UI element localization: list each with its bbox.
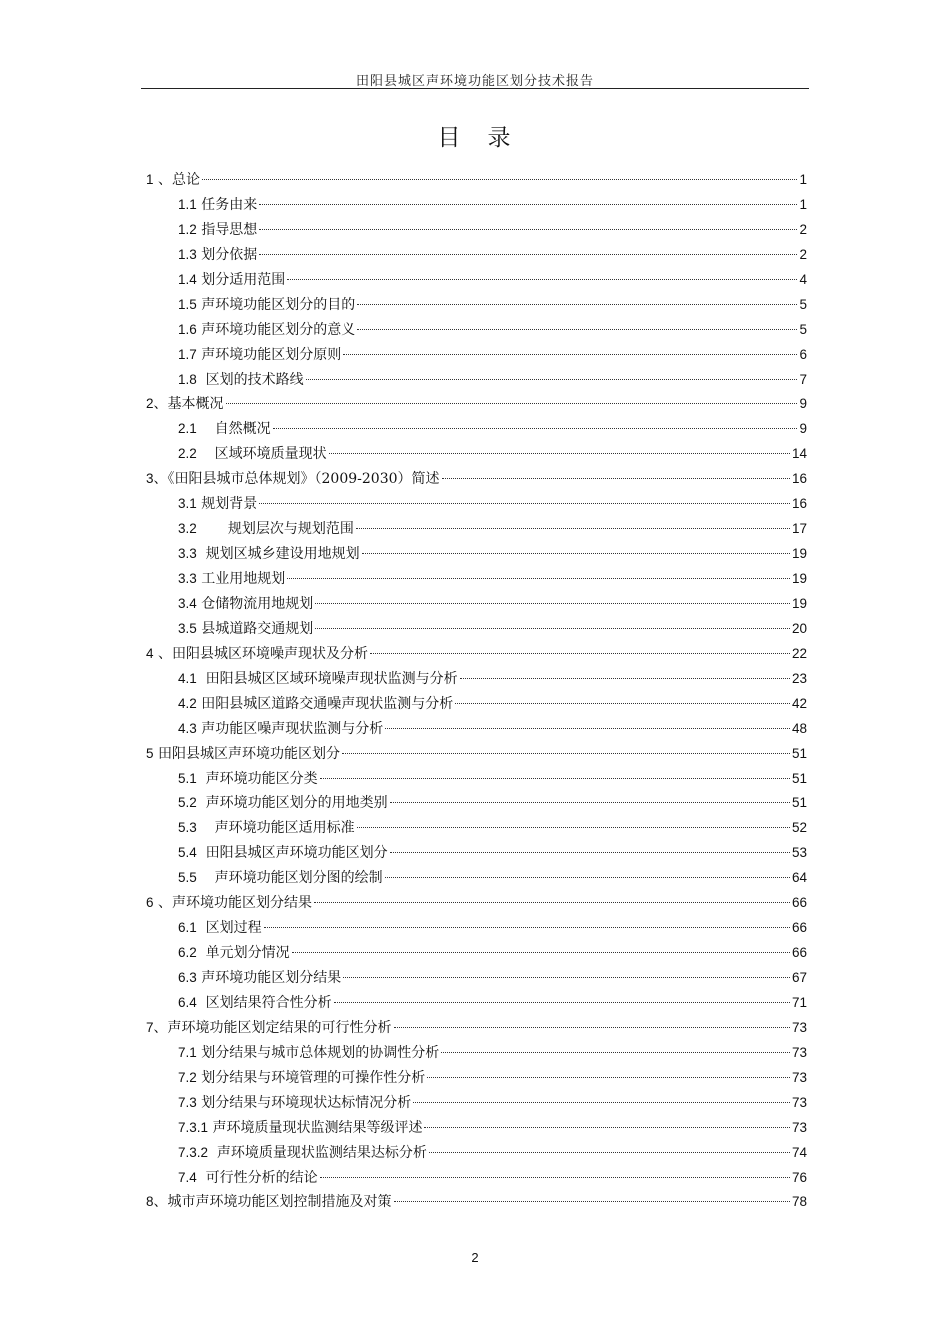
- toc-entry-number: 7.3.2: [178, 1144, 209, 1160]
- toc-entry[interactable]: [146, 617, 807, 642]
- toc-entry-page: 19: [791, 571, 807, 586]
- dot-leader: [394, 1027, 790, 1028]
- dot-leader: [329, 453, 790, 454]
- toc-entry-page: 66: [791, 895, 807, 911]
- toc-entry-number: 8: [146, 1194, 154, 1210]
- toc-entry-title: 仓储物流用地规划: [196, 595, 314, 612]
- toc-entry[interactable]: [146, 318, 807, 343]
- toc-entry-number: 7.3.1: [178, 1119, 209, 1135]
- dot-leader: [315, 628, 790, 629]
- toc-entry[interactable]: [146, 1016, 807, 1041]
- toc-entry[interactable]: [146, 1116, 807, 1141]
- toc-entry-number: 5.2: [178, 795, 197, 811]
- toc-entry[interactable]: [146, 193, 807, 218]
- dot-leader: [413, 1102, 790, 1103]
- toc-entry-title: 声环境功能区划分结果: [196, 970, 342, 986]
- toc-entry-number: 1.4: [178, 271, 197, 287]
- toc-entry-page: 51: [791, 795, 807, 811]
- toc-entry-title: 工业用地规划: [196, 571, 286, 587]
- toc-entry-number: 7.2: [178, 1069, 197, 1085]
- toc-entry-page: 73: [791, 1044, 807, 1060]
- dot-leader: [460, 678, 790, 679]
- dot-leader: [455, 703, 790, 704]
- toc-entry-page: 16: [791, 496, 807, 512]
- toc-entry[interactable]: [146, 742, 807, 767]
- toc-entry[interactable]: [146, 1091, 807, 1116]
- toc-entry-number: 5.4: [178, 845, 197, 861]
- toc-entry-number: 3.2: [178, 521, 197, 537]
- toc-entry-title: 划分结果与环境现状达标情况分析: [196, 1094, 412, 1111]
- dot-leader: [287, 279, 797, 280]
- toc-entry-page: 52: [791, 820, 807, 836]
- toc-entry-number: 1.7: [178, 346, 197, 362]
- dot-leader: [362, 553, 790, 554]
- toc-entry-number: 3.3: [178, 571, 197, 586]
- dot-leader: [202, 179, 798, 180]
- toc-entry[interactable]: [146, 467, 807, 492]
- toc-entry-number: 2.2: [178, 446, 197, 462]
- toc-entry[interactable]: [146, 991, 807, 1016]
- dot-leader: [320, 1177, 790, 1178]
- toc-entry-number: 1.3: [178, 246, 197, 262]
- toc-entry-number: 6: [146, 895, 154, 911]
- toc-entry[interactable]: [146, 168, 807, 193]
- dot-leader: [334, 1002, 790, 1003]
- toc-entry[interactable]: [146, 442, 807, 467]
- toc-entry-title: 声环境功能区划分的意义: [196, 321, 356, 338]
- toc-entry[interactable]: [146, 717, 807, 742]
- toc-entry-page: 20: [791, 620, 807, 636]
- dot-leader: [357, 827, 790, 828]
- toc-entry-page: 19: [791, 546, 807, 562]
- toc-entry-page: 6: [799, 346, 807, 362]
- toc-entry-title: 田阳县城区声环境功能区划分: [196, 845, 388, 862]
- toc-entry-page: 42: [791, 695, 807, 711]
- toc-entry[interactable]: [146, 642, 807, 667]
- toc-entry-number: 3.5: [178, 620, 197, 636]
- toc-entry-title: 声环境功能区划分原则: [196, 346, 342, 363]
- dot-leader: [343, 977, 790, 978]
- toc-entry-number: 3.3: [178, 546, 197, 562]
- dot-leader: [441, 1052, 790, 1053]
- toc-entry-page: 51: [791, 745, 807, 761]
- dot-leader: [226, 403, 798, 404]
- toc-entry-page: 16: [791, 471, 807, 487]
- toc-entry-title: 可行性分析的结论: [196, 1169, 318, 1186]
- toc-entry-page: 74: [791, 1144, 807, 1160]
- toc-entry-title: 、声环境功能区划定结果的可行性分析: [153, 1019, 392, 1036]
- dot-leader: [356, 528, 790, 529]
- page-number: 2: [471, 1250, 479, 1265]
- toc-entry-number: 1: [146, 172, 154, 187]
- dot-leader: [370, 653, 790, 654]
- toc-entry-number: 6.2: [178, 945, 197, 961]
- toc-entry[interactable]: [146, 492, 807, 517]
- toc-entry-title: 声环境功能区适用标准: [196, 820, 355, 837]
- toc-entry-page: 22: [791, 645, 807, 661]
- toc-entry-title: 规划区城乡建设用地规划: [196, 546, 360, 563]
- toc-entry-title: 区划结果符合性分析: [196, 994, 332, 1011]
- toc-entry-title: 区划过程: [196, 920, 262, 937]
- toc-entry-title: 田阳县城区区域环境噪声现状监测与分析: [196, 670, 458, 687]
- toc-entry-title: 声环境质量现状监测结果等级评述: [208, 1119, 423, 1136]
- toc-entry[interactable]: [146, 542, 807, 567]
- toc-entry[interactable]: [146, 268, 807, 293]
- dot-leader: [273, 428, 798, 429]
- toc-entry-number: 7.3: [178, 1094, 197, 1110]
- dot-leader: [442, 478, 790, 479]
- toc-entry-page: 2: [799, 221, 807, 237]
- toc-entry-page: 51: [791, 770, 807, 786]
- dot-leader: [259, 229, 797, 230]
- toc-entry-page: 23: [791, 670, 807, 686]
- dot-leader: [357, 329, 797, 330]
- dot-leader: [390, 802, 790, 803]
- toc-entry-number: 6.4: [178, 994, 197, 1010]
- toc-entry[interactable]: [146, 567, 807, 592]
- dot-leader: [292, 952, 790, 953]
- toc-entry-number: 3: [146, 471, 154, 487]
- toc-entry-title: 区域环境质量现状: [196, 446, 327, 463]
- toc-entry-page: 64: [791, 870, 807, 886]
- toc-entry-title: 声环境功能区分类: [196, 770, 318, 787]
- toc-entry-number: 2.1: [178, 421, 197, 437]
- dot-leader: [357, 304, 797, 305]
- toc-entry-page: 14: [791, 446, 807, 462]
- dot-leader: [320, 778, 790, 779]
- toc-entry-title: 划分依据: [196, 246, 258, 263]
- toc-entry[interactable]: [146, 692, 807, 717]
- toc-entry-number: 6.3: [178, 970, 197, 985]
- toc-entry-number: 3.4: [178, 595, 197, 611]
- toc-entry[interactable]: [146, 218, 807, 243]
- toc-entry[interactable]: [146, 667, 807, 692]
- toc-entry[interactable]: [146, 891, 807, 916]
- dot-leader: [385, 728, 790, 729]
- dot-leader: [259, 503, 790, 504]
- toc-entry-number: 5.1: [178, 770, 197, 786]
- toc-entry-title: 单元划分情况: [196, 945, 290, 962]
- toc-entry-title: 规划背景: [196, 496, 258, 513]
- toc-entry[interactable]: [146, 816, 807, 841]
- toc-entry-number: 1.5: [178, 296, 197, 312]
- toc-entry-page: 73: [791, 1019, 807, 1035]
- toc-title: 目 录: [437, 125, 513, 151]
- dot-leader: [429, 1152, 790, 1153]
- dot-leader: [427, 1077, 790, 1078]
- toc-entry[interactable]: [146, 517, 807, 542]
- dot-leader: [315, 603, 790, 604]
- toc-entry[interactable]: [146, 392, 807, 417]
- toc-entry-title: 声环境功能区划分的用地类别: [196, 795, 388, 812]
- toc-entry-number: 7.4: [178, 1169, 197, 1185]
- toc-entry[interactable]: [146, 368, 807, 393]
- toc-entry-number: 5: [146, 745, 154, 761]
- toc-entry[interactable]: [146, 1166, 807, 1191]
- dot-leader: [385, 877, 790, 878]
- dot-leader: [342, 753, 790, 754]
- toc-entry-title: 、田阳县城区环境噪声现状及分析: [153, 645, 368, 662]
- toc-entry-title: 田阳县城区声环境功能区划分: [153, 745, 340, 762]
- dot-leader: [287, 578, 790, 579]
- toc-entry-title: 声功能区噪声现状监测与分析: [196, 720, 384, 737]
- toc-entry-page: 78: [791, 1194, 807, 1210]
- header-divider: [141, 88, 809, 89]
- toc-entry-title: 自然概况: [196, 421, 271, 438]
- toc-entry[interactable]: [146, 866, 807, 891]
- dot-leader: [306, 379, 798, 380]
- toc-entry-title: 、《田阳县城市总体规划》（2009-2030）简述: [153, 471, 440, 488]
- toc-entry[interactable]: [146, 592, 807, 617]
- toc-entry[interactable]: [146, 1190, 807, 1215]
- toc-entry[interactable]: [146, 841, 807, 866]
- toc-entry-page: 73: [791, 1094, 807, 1110]
- toc-entry[interactable]: [146, 1041, 807, 1066]
- toc-entry-number: 4.3: [178, 720, 197, 736]
- dot-leader: [424, 1127, 789, 1128]
- toc-entry-page: 1: [799, 196, 807, 212]
- dot-leader: [394, 1201, 790, 1202]
- running-header: 田阳县城区声环境功能区划分技术报告: [355, 74, 594, 89]
- toc-entry-number: 5.3: [178, 820, 197, 836]
- toc-entry-title: 声环境功能区划分图的绘制: [196, 870, 383, 887]
- toc-entry-number: 3.1: [178, 496, 197, 512]
- toc-entry-title: 划分适用范围: [196, 271, 286, 288]
- toc-entry[interactable]: [146, 243, 807, 268]
- dot-leader: [259, 254, 797, 255]
- toc-entry-page: 2: [799, 246, 807, 262]
- toc-entry[interactable]: [146, 966, 807, 991]
- toc-entry-number: 7.1: [178, 1044, 197, 1060]
- toc-entry-page: 73: [791, 1119, 807, 1135]
- toc-entry[interactable]: [146, 941, 807, 966]
- toc-entry-title: 、基本概况: [153, 396, 224, 413]
- toc-entry-page: 66: [791, 945, 807, 961]
- toc-entry-number: 1.6: [178, 321, 197, 337]
- toc-entry-page: 19: [791, 595, 807, 611]
- toc-entry-page: 67: [791, 970, 807, 985]
- toc-entry-page: 9: [799, 396, 807, 412]
- toc-entry[interactable]: [146, 417, 807, 442]
- toc-entry-number: 1.2: [178, 221, 197, 237]
- table-of-contents: [146, 168, 807, 1215]
- toc-entry-page: 73: [791, 1069, 807, 1085]
- toc-entry-title: 声环境质量现状监测结果达标分析: [208, 1144, 427, 1161]
- toc-entry-page: 1: [799, 172, 807, 187]
- toc-entry-number: 4: [146, 645, 154, 661]
- toc-entry-page: 4: [799, 271, 807, 287]
- toc-entry-number: 4.2: [178, 695, 197, 711]
- toc-entry-title: 规划层次与规划范围: [196, 521, 354, 538]
- toc-entry[interactable]: [146, 916, 807, 941]
- toc-entry-page: 53: [791, 845, 807, 861]
- toc-entry-title: 声环境功能区划分的目的: [196, 296, 356, 313]
- toc-entry[interactable]: [146, 343, 807, 368]
- toc-entry-title: 指导思想: [196, 221, 258, 238]
- dot-leader: [259, 204, 797, 205]
- toc-entry-page: 66: [791, 920, 807, 936]
- toc-entry-title: 任务由来: [196, 196, 258, 213]
- toc-entry-title: 、城市声环境功能区划控制措施及对策: [153, 1194, 392, 1211]
- toc-entry-title: 划分结果与环境管理的可操作性分析: [196, 1069, 426, 1086]
- toc-entry-number: 1.8: [178, 371, 197, 387]
- toc-entry-page: 7: [799, 371, 807, 387]
- dot-leader: [390, 852, 790, 853]
- toc-entry[interactable]: [146, 293, 807, 318]
- toc-entry-number: 7: [146, 1019, 154, 1035]
- toc-entry-number: 2: [146, 396, 154, 412]
- toc-entry[interactable]: [146, 791, 807, 816]
- toc-entry-page: 71: [791, 994, 807, 1010]
- toc-entry-number: 5.5: [178, 870, 197, 886]
- toc-entry-number: 6.1: [178, 920, 197, 936]
- toc-entry-page: 9: [799, 421, 807, 437]
- toc-entry-number: 1.1: [178, 196, 197, 212]
- toc-entry-page: 48: [791, 720, 807, 736]
- toc-entry[interactable]: [146, 1066, 807, 1091]
- toc-entry-page: 5: [799, 321, 807, 337]
- dot-leader: [264, 927, 790, 928]
- toc-entry[interactable]: [146, 1141, 807, 1166]
- toc-entry-page: 17: [791, 521, 807, 537]
- dot-leader: [343, 354, 797, 355]
- toc-entry-title: 、总论: [153, 172, 200, 188]
- toc-entry-page: 76: [791, 1169, 807, 1185]
- toc-entry-title: 县城道路交通规划: [196, 620, 314, 637]
- toc-entry-page: 5: [799, 296, 807, 312]
- toc-entry-number: 4.1: [178, 670, 197, 686]
- dot-leader: [314, 902, 790, 903]
- toc-entry-title: 划分结果与城市总体规划的协调性分析: [196, 1044, 440, 1061]
- toc-entry-title: 、声环境功能区划分结果: [153, 895, 312, 912]
- toc-entry-title: 区划的技术路线: [196, 371, 304, 388]
- toc-entry[interactable]: [146, 767, 807, 792]
- toc-entry-title: 田阳县城区道路交通噪声现状监测与分析: [196, 695, 454, 712]
